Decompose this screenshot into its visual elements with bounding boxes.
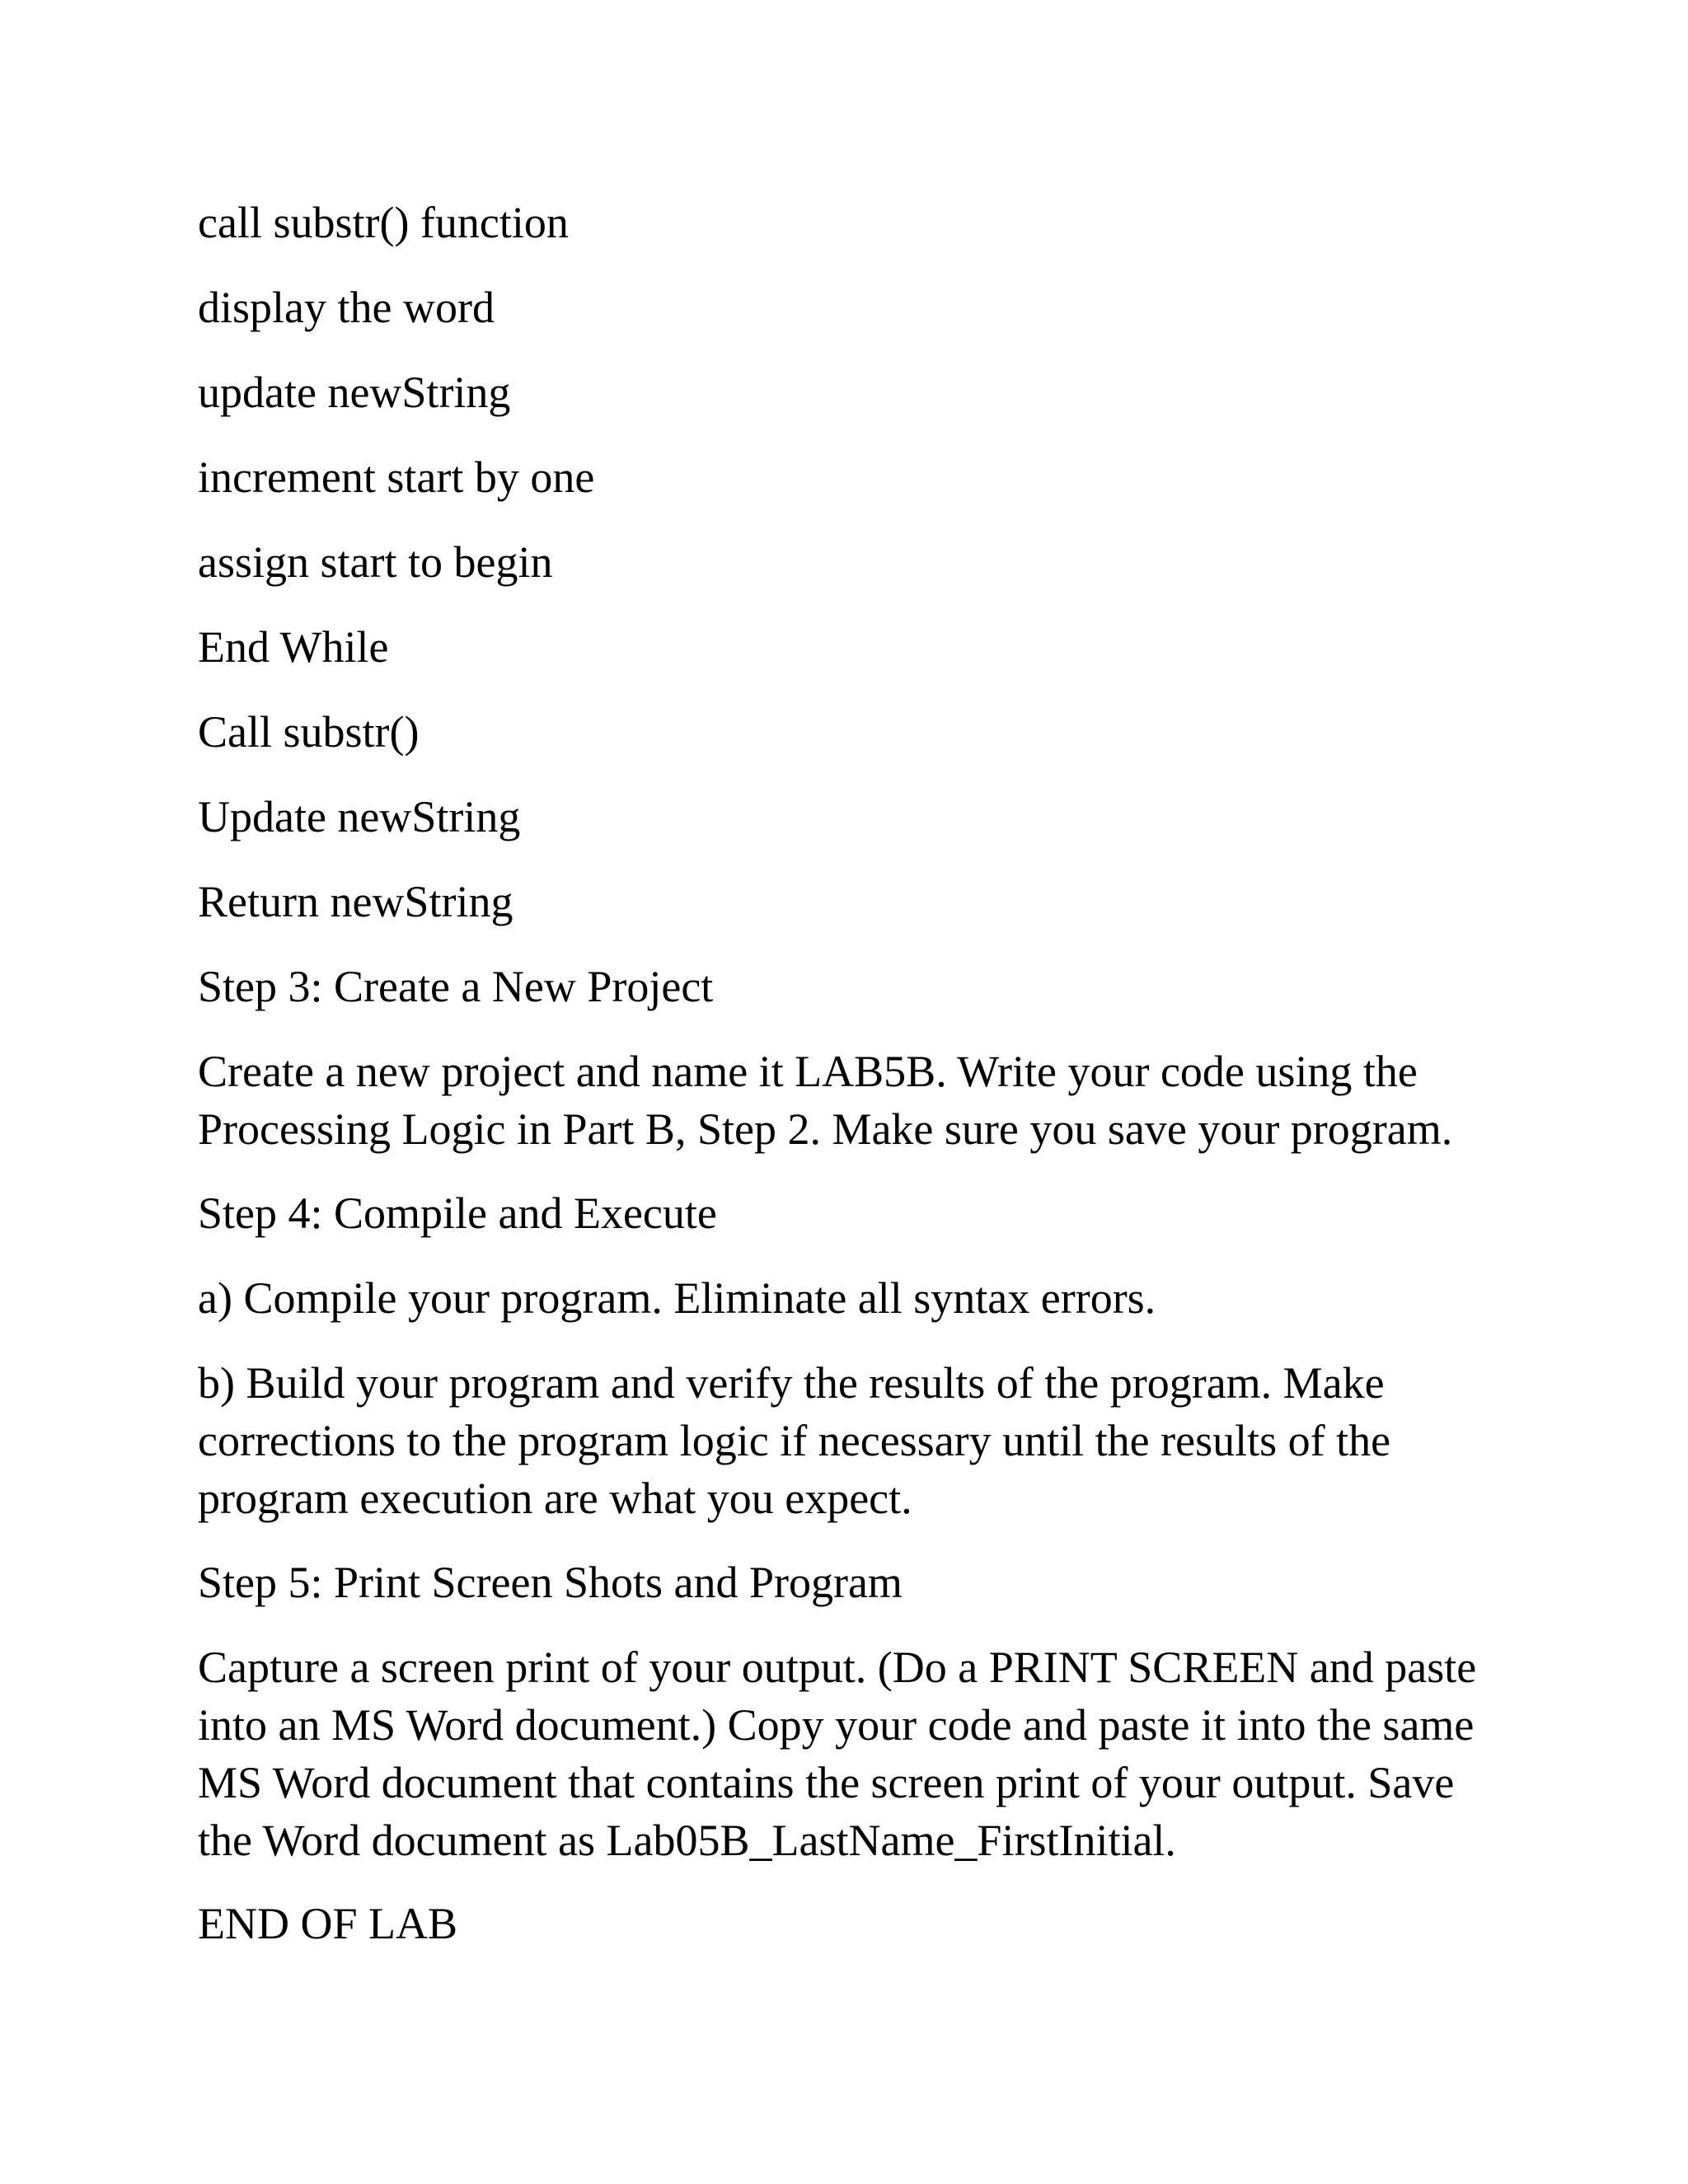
pseudocode-line-end-while: End While xyxy=(198,622,389,672)
step4-item-b xyxy=(198,1354,1517,1527)
end-of-lab-text: END OF LAB xyxy=(198,1899,458,1948)
pseudocode-line-assign-start: assign start to begin xyxy=(198,537,553,587)
pseudocode-line-increment-start: increment start by one xyxy=(198,452,595,502)
step5-paragraph-line: MS Word document that contains the screen print of your output. Save xyxy=(198,1758,1455,1807)
step4-item-b-line: b) Build your program and verify the results of the program. Make xyxy=(198,1358,1385,1408)
pseudocode-line-call-substr: Call substr() xyxy=(198,707,420,757)
step4-heading: Step 4: Compile and Execute xyxy=(198,1188,717,1238)
pseudocode-line-update-newstring: update newString xyxy=(198,368,511,417)
step4-item-b-line: corrections to the program logic if necessary until the results of the xyxy=(198,1416,1391,1465)
step5-paragraph xyxy=(198,1638,1517,1869)
step5-heading: Step 5: Print Screen Shots and Program xyxy=(198,1558,903,1607)
pseudocode-line-display-word: display the word xyxy=(198,283,495,332)
step3-paragraph-line: Create a new project and name it LAB5B. Write your code using the xyxy=(198,1047,1418,1096)
step3-heading: Step 3: Create a New Project xyxy=(198,962,714,1011)
step3-paragraph xyxy=(198,1043,1517,1158)
pseudocode-line-call-substr-function: call substr() function xyxy=(198,198,569,247)
step5-paragraph-line: into an MS Word document.) Copy your code and paste it into the same xyxy=(198,1700,1475,1750)
step5-paragraph-line: the Word document as Lab05B_LastName_FirstInitial. xyxy=(198,1816,1176,1865)
pseudocode-line-return-newstring: Return newString xyxy=(198,877,513,926)
step3-paragraph-line: Processing Logic in Part B, Step 2. Make sure you save your program. xyxy=(198,1104,1453,1154)
step4-item-b-line: program execution are what you expect. xyxy=(198,1474,912,1523)
step5-paragraph-line: Capture a screen print of your output. (Do a PRINT SCREEN and paste xyxy=(198,1643,1477,1692)
step4-item-a: a) Compile your program. Eliminate all syntax errors. xyxy=(198,1273,1156,1323)
pseudocode-line-update-newstring-final: Update newString xyxy=(198,792,521,841)
